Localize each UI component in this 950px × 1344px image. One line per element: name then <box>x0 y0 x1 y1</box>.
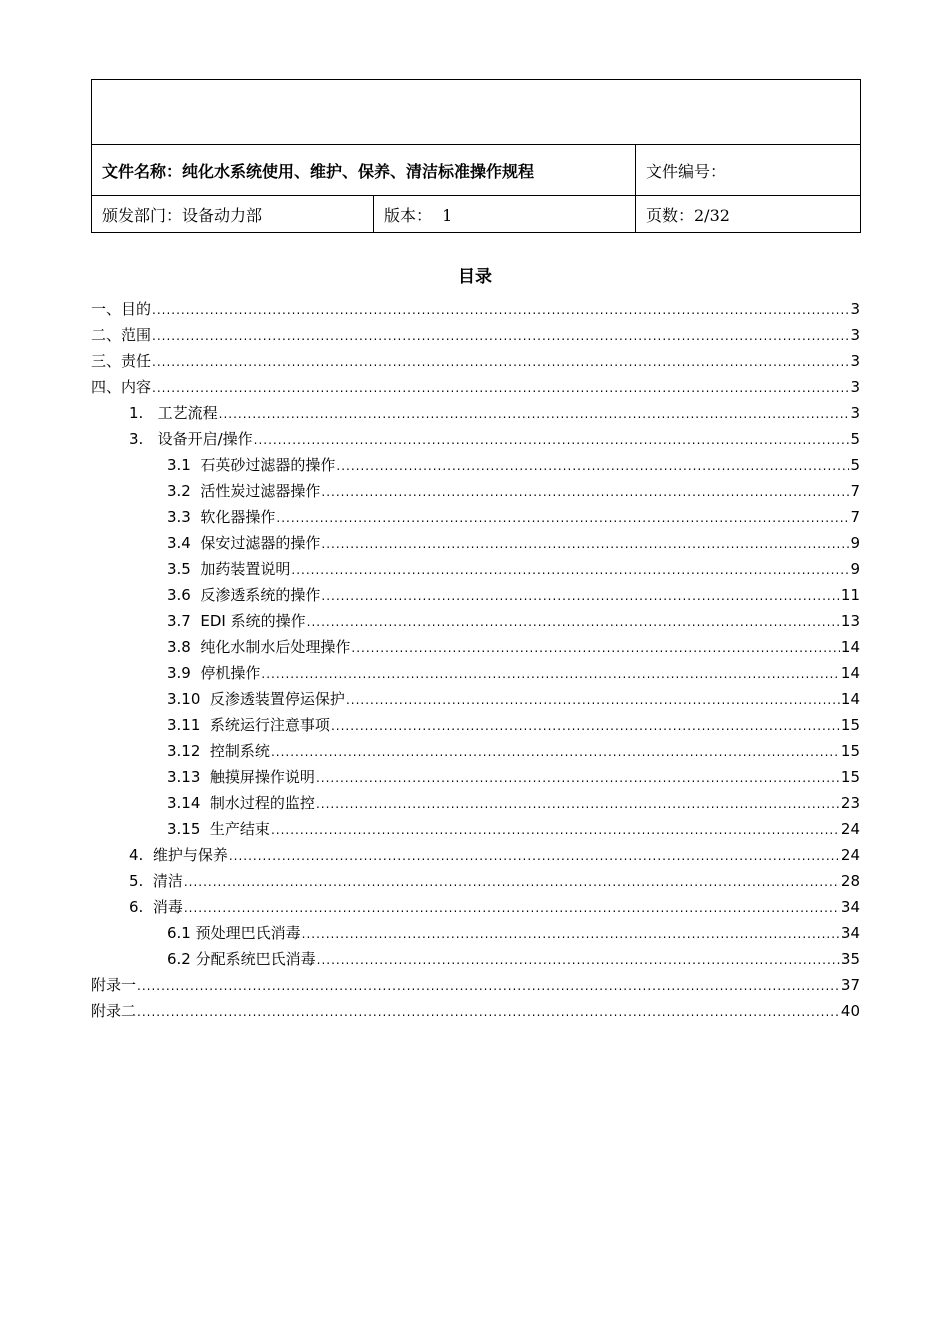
toc-leader-dots <box>219 401 850 427</box>
toc-entry-label: 1. 工艺流程 <box>129 404 218 422</box>
toc-entry[interactable] <box>91 894 860 920</box>
toc-leader-dots <box>336 453 849 479</box>
toc-entry[interactable] <box>91 582 860 608</box>
toc-leader-dots <box>184 895 840 921</box>
document-header-table <box>91 79 861 233</box>
document-number: 文件编号： <box>636 145 861 196</box>
toc-entry[interactable] <box>91 842 860 868</box>
toc-leader-dots <box>316 765 840 791</box>
toc-leader-dots <box>137 999 840 1025</box>
toc-entry-label: 4. 维护与保养 <box>129 846 228 864</box>
toc-entry[interactable] <box>91 374 860 400</box>
toc-entry[interactable] <box>91 556 860 582</box>
toc-entry-page: 24 <box>840 846 860 864</box>
header-title-row <box>92 145 861 196</box>
toc-entry-page: 3 <box>850 404 860 422</box>
toc-entry-page: 9 <box>850 560 860 578</box>
header-blank-cell <box>92 80 861 145</box>
toc-entry-page: 9 <box>850 534 860 552</box>
toc-entry[interactable] <box>91 868 860 894</box>
toc-entry-page: 15 <box>840 742 860 760</box>
toc-entry-page: 5 <box>850 430 860 448</box>
toc-heading: 目录 <box>458 267 492 287</box>
toc-entry[interactable] <box>91 478 860 504</box>
toc-entry-page: 24 <box>840 820 860 838</box>
toc-entry[interactable] <box>91 452 860 478</box>
toc-entry[interactable] <box>91 426 860 452</box>
toc-entry-label: 6.2 分配系统巴氏消毒 <box>167 950 316 968</box>
toc-entry[interactable] <box>91 764 860 790</box>
toc-entry-page: 5 <box>850 456 860 474</box>
page-count: 页数：2/32 <box>636 196 861 233</box>
toc-entry-label: 3.7 EDI 系统的操作 <box>167 612 306 630</box>
toc-entry-label: 3.4 保安过滤器的操作 <box>167 534 321 552</box>
toc-entry[interactable] <box>91 920 860 946</box>
toc-leader-dots <box>346 687 840 713</box>
toc-entry-page: 14 <box>840 690 860 708</box>
toc-entry-label: 6. 消毒 <box>129 898 183 916</box>
toc-entry-page: 34 <box>840 898 860 916</box>
toc-entry[interactable] <box>91 348 860 374</box>
toc-entry-label: 一、目的 <box>91 300 152 318</box>
header-info-row <box>92 196 861 233</box>
toc-entry[interactable] <box>91 816 860 842</box>
toc-entry[interactable] <box>91 296 860 322</box>
toc-entry[interactable] <box>91 608 860 634</box>
toc-entry[interactable] <box>91 400 860 426</box>
toc-entry[interactable] <box>91 790 860 816</box>
toc-entry[interactable] <box>91 634 860 660</box>
toc-entry-page: 13 <box>840 612 860 630</box>
toc-entry-label: 三、责任 <box>91 352 152 370</box>
toc-entry[interactable] <box>91 504 860 530</box>
toc-entry[interactable] <box>91 738 860 764</box>
toc-entry-label: 3.10 反渗透装置停运保护 <box>167 690 345 708</box>
toc-entry-page: 35 <box>840 950 860 968</box>
toc-entry-label: 3.11 系统运行注意事项 <box>167 716 330 734</box>
toc-leader-dots <box>321 479 849 505</box>
toc-leader-dots <box>229 843 840 869</box>
toc-leader-dots <box>317 947 840 973</box>
toc-entry[interactable] <box>91 946 860 972</box>
toc-entry[interactable] <box>91 660 860 686</box>
toc-entry-page: 14 <box>840 664 860 682</box>
toc-entry-label: 3. 设备开启/操作 <box>129 430 253 448</box>
toc-entry-label: 3.3 软化器操作 <box>167 508 276 526</box>
document-title: 文件名称：纯化水系统使用、维护、保养、清洁标准操作规程 <box>92 145 636 196</box>
toc-entry-label: 3.15 生产结束 <box>167 820 270 838</box>
toc-entry-label: 3.9 停机操作 <box>167 664 261 682</box>
toc-entry-label: 3.12 控制系统 <box>167 742 270 760</box>
toc-entry-label: 3.1 石英砂过滤器的操作 <box>167 456 336 474</box>
toc-leader-dots <box>271 739 840 765</box>
toc-leader-dots <box>261 661 840 687</box>
toc-leader-dots <box>152 375 849 401</box>
toc-entry-page: 15 <box>840 768 860 786</box>
toc-entry-label: 二、范围 <box>91 326 152 344</box>
toc-leader-dots <box>291 557 849 583</box>
toc-entry-page: 3 <box>850 326 860 344</box>
toc-leader-dots <box>351 635 840 661</box>
toc-leader-dots <box>184 869 840 895</box>
toc-entry-page: 15 <box>840 716 860 734</box>
toc-entry-page: 40 <box>840 1002 860 1020</box>
toc-leader-dots <box>276 505 849 531</box>
toc-leader-dots <box>152 323 849 349</box>
toc-leader-dots <box>307 609 840 635</box>
toc-entry-page: 14 <box>840 638 860 656</box>
toc-entry-page: 7 <box>850 482 860 500</box>
toc-entry-label: 3.13 触摸屏操作说明 <box>167 768 315 786</box>
toc-leader-dots <box>321 583 840 609</box>
toc-leader-dots <box>321 531 849 557</box>
toc-leader-dots <box>152 349 849 375</box>
toc-leader-dots <box>152 297 849 323</box>
toc-entry-label: 5. 清洁 <box>129 872 183 890</box>
toc-entry-label: 3.8 纯化水制水后处理操作 <box>167 638 351 656</box>
toc-entry[interactable] <box>91 322 860 348</box>
toc-entry-page: 11 <box>840 586 860 604</box>
toc-entry-page: 3 <box>850 378 860 396</box>
toc-entry-page: 23 <box>840 794 860 812</box>
toc-entry-label: 3.2 活性炭过滤器操作 <box>167 482 321 500</box>
toc-entry-page: 34 <box>840 924 860 942</box>
toc-leader-dots <box>316 791 840 817</box>
document-version: 版本： 1 <box>374 196 636 233</box>
toc-entry[interactable] <box>91 712 860 738</box>
toc-entry-page: 3 <box>850 352 860 370</box>
toc-entry-page: 3 <box>850 300 860 318</box>
toc-entry[interactable] <box>91 998 860 1024</box>
issuing-department: 颁发部门：设备动力部 <box>92 196 374 233</box>
toc-leader-dots <box>302 921 840 947</box>
toc-entry-label: 3.14 制水过程的监控 <box>167 794 315 812</box>
toc-leader-dots <box>331 713 840 739</box>
toc-entry[interactable] <box>91 686 860 712</box>
toc-entry-label: 附录二 <box>91 1002 137 1020</box>
toc-leader-dots <box>254 427 850 453</box>
toc-entry-label: 四、内容 <box>91 378 152 396</box>
toc-entry-page: 37 <box>840 976 860 994</box>
toc-entry-page: 28 <box>840 872 860 890</box>
toc-entry-label: 3.5 加药装置说明 <box>167 560 291 578</box>
toc-leader-dots <box>271 817 840 843</box>
toc-entry-page: 7 <box>850 508 860 526</box>
toc-entry-label: 3.6 反渗透系统的操作 <box>167 586 321 604</box>
toc-entry[interactable] <box>91 530 860 556</box>
table-of-contents <box>91 296 860 1024</box>
header-logo-row <box>92 80 861 145</box>
toc-entry[interactable] <box>91 972 860 998</box>
toc-entry-label: 6.1 预处理巴氏消毒 <box>167 924 301 942</box>
toc-leader-dots <box>137 973 840 999</box>
toc-entry-label: 附录一 <box>91 976 137 994</box>
